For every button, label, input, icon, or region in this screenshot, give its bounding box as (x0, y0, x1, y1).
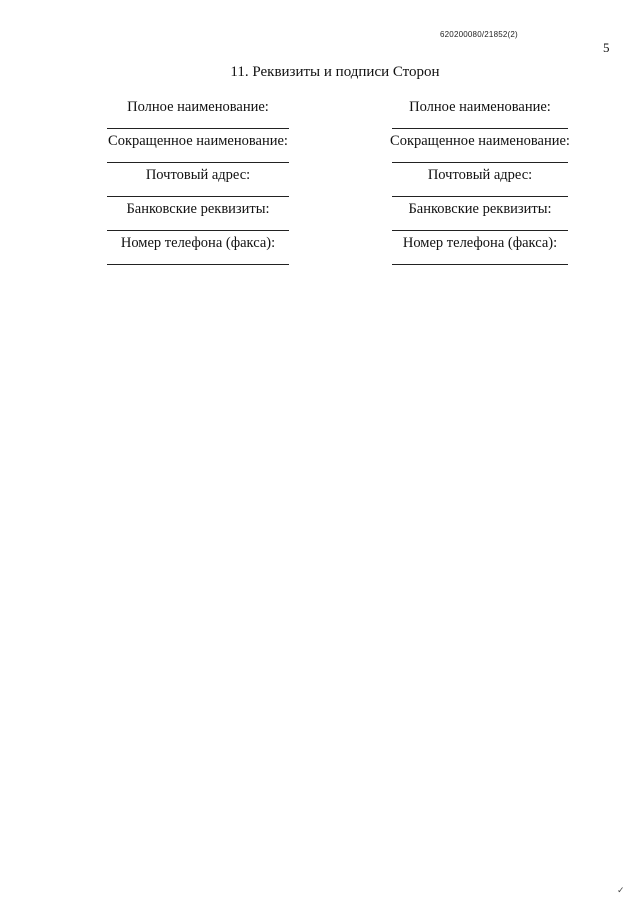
party-column-left (104, 97, 292, 267)
page-number: 5 (603, 40, 610, 55)
section-title: 11. Реквизиты и подписи Сторон (230, 64, 440, 80)
signature-line (392, 128, 568, 129)
postal-address-field (392, 165, 568, 199)
signature-line (392, 162, 568, 163)
field-label: Сокращенное наименование: (108, 133, 288, 149)
phone-field (107, 233, 289, 267)
field-label: Номер телефона (факса): (402, 235, 558, 251)
signature-line (107, 128, 289, 129)
full-name-field (107, 97, 289, 131)
postal-address-field (107, 165, 289, 199)
signature-line (392, 264, 568, 265)
signature-line (392, 230, 568, 231)
party-details (104, 97, 574, 267)
initials-mark: ✓ (617, 886, 625, 896)
field-label: Банковские реквизиты: (408, 201, 552, 217)
full-name-field (392, 97, 568, 131)
signature-line (392, 196, 568, 197)
signature-line (107, 162, 289, 163)
short-name-field (107, 131, 289, 165)
field-label: Полное наименование: (127, 99, 269, 115)
field-label: Почтовый адрес: (427, 167, 533, 183)
signature-line (107, 264, 289, 265)
phone-field (392, 233, 568, 267)
short-name-field (390, 131, 570, 165)
signature-line (107, 196, 289, 197)
document-id: 620200080/21852(2) (440, 30, 518, 39)
party-column-right (386, 97, 574, 267)
field-label: Сокращенное наименование: (390, 133, 570, 149)
field-label: Полное наименование: (409, 99, 551, 115)
field-label: Банковские реквизиты: (126, 201, 270, 217)
field-label: Номер телефона (факса): (120, 235, 276, 251)
signature-line (107, 230, 289, 231)
bank-details-field (392, 199, 568, 233)
field-label: Почтовый адрес: (145, 167, 251, 183)
bank-details-field (107, 199, 289, 233)
